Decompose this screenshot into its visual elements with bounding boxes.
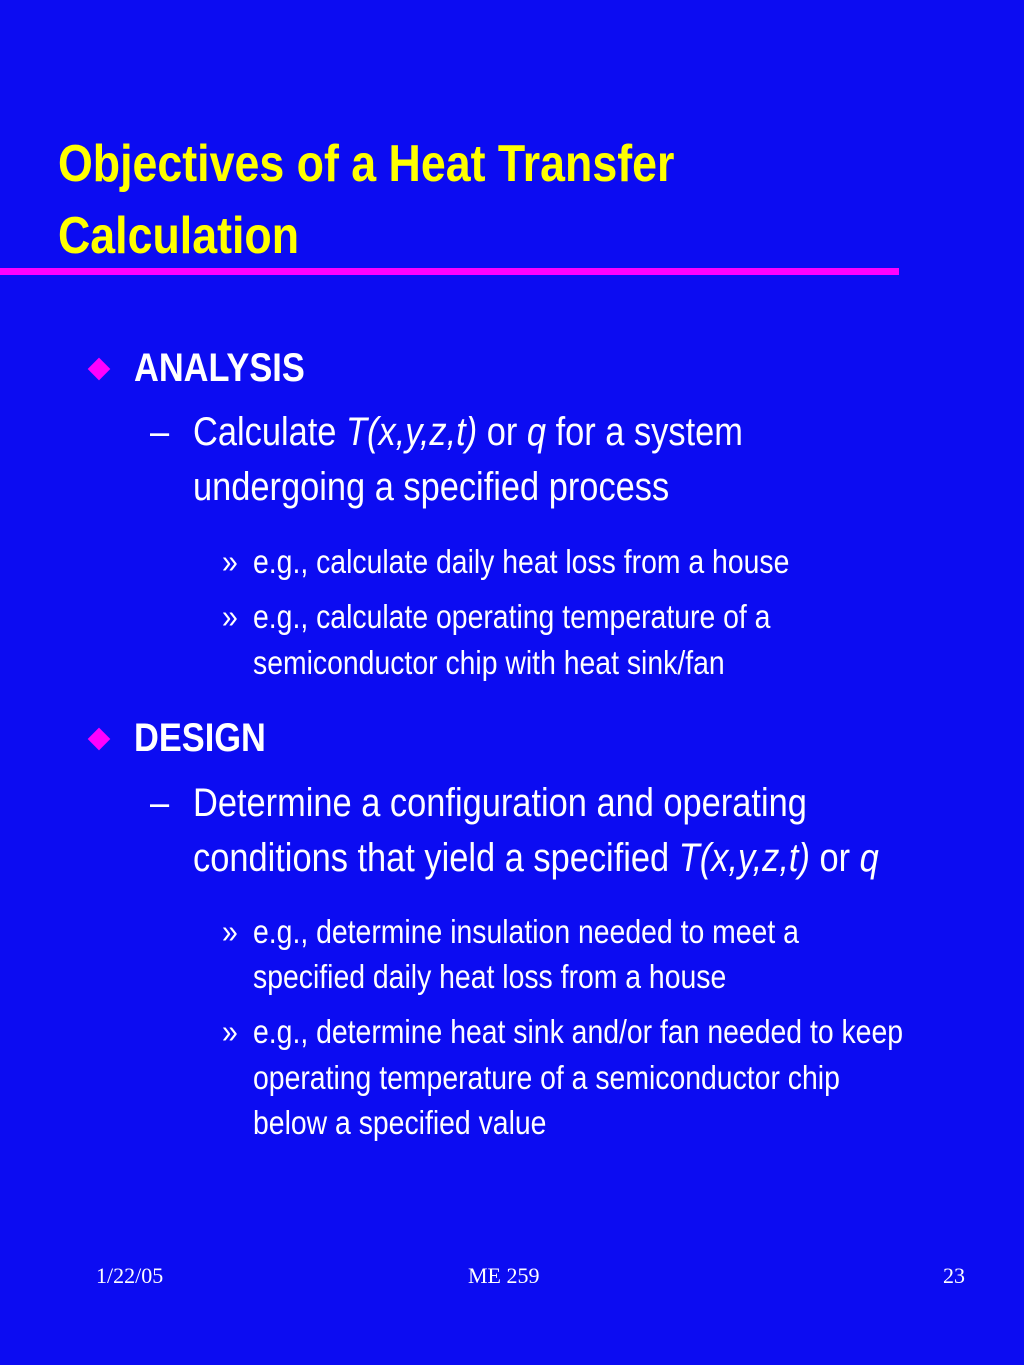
dash-marker: – xyxy=(150,781,170,825)
footer-page-number: 23 xyxy=(943,1263,965,1288)
slide-title-line-1: Objectives of a Heat Transfer xyxy=(58,135,675,193)
footer-date: 1/22/05 xyxy=(96,1263,164,1288)
section-heading-design: DESIGN xyxy=(134,716,266,760)
footer-course: ME 259 xyxy=(468,1263,540,1288)
section-heading-analysis: ANALYSIS xyxy=(134,346,305,390)
slide-title-line-2: Calculation xyxy=(58,207,300,265)
analysis-example-2-line-2: semiconductor chip with heat sink/fan xyxy=(253,644,725,681)
design-example-2-line-3: below a specified value xyxy=(253,1104,547,1141)
chevron-marker: » xyxy=(222,598,238,635)
design-example-1-line-2: specified daily heat loss from a house xyxy=(253,958,727,995)
chevron-marker: » xyxy=(222,1013,238,1050)
analysis-example-1-line-1: e.g., calculate daily heat loss from a house xyxy=(253,543,790,580)
slide-title xyxy=(58,128,763,272)
design-example-2-line-2: operating temperature of a semiconductor chip xyxy=(253,1059,840,1096)
chevron-marker: » xyxy=(222,913,238,950)
diamond-bullet-icon xyxy=(88,358,111,381)
analysis-example-2-line-1: e.g., calculate operating temperature of a xyxy=(253,598,771,635)
diamond-bullet-icon xyxy=(88,728,111,751)
analysis-subpoint-line-2: undergoing a specified process xyxy=(193,465,670,509)
title-divider xyxy=(0,268,899,275)
design-subpoint-line-2: conditions that yield a specified T(x,y,z,t) or q xyxy=(193,836,879,880)
design-example-1-line-1: e.g., determine insulation needed to meet a xyxy=(253,913,799,950)
dash-marker: – xyxy=(150,410,170,454)
design-example-2-line-1: e.g., determine heat sink and/or fan needed to keep xyxy=(253,1013,904,1050)
design-subpoint-line-1: Determine a configuration and operating xyxy=(193,781,807,825)
analysis-subpoint-line-1: Calculate T(x,y,z,t) or q for a system xyxy=(193,410,743,454)
chevron-marker: » xyxy=(222,543,238,580)
